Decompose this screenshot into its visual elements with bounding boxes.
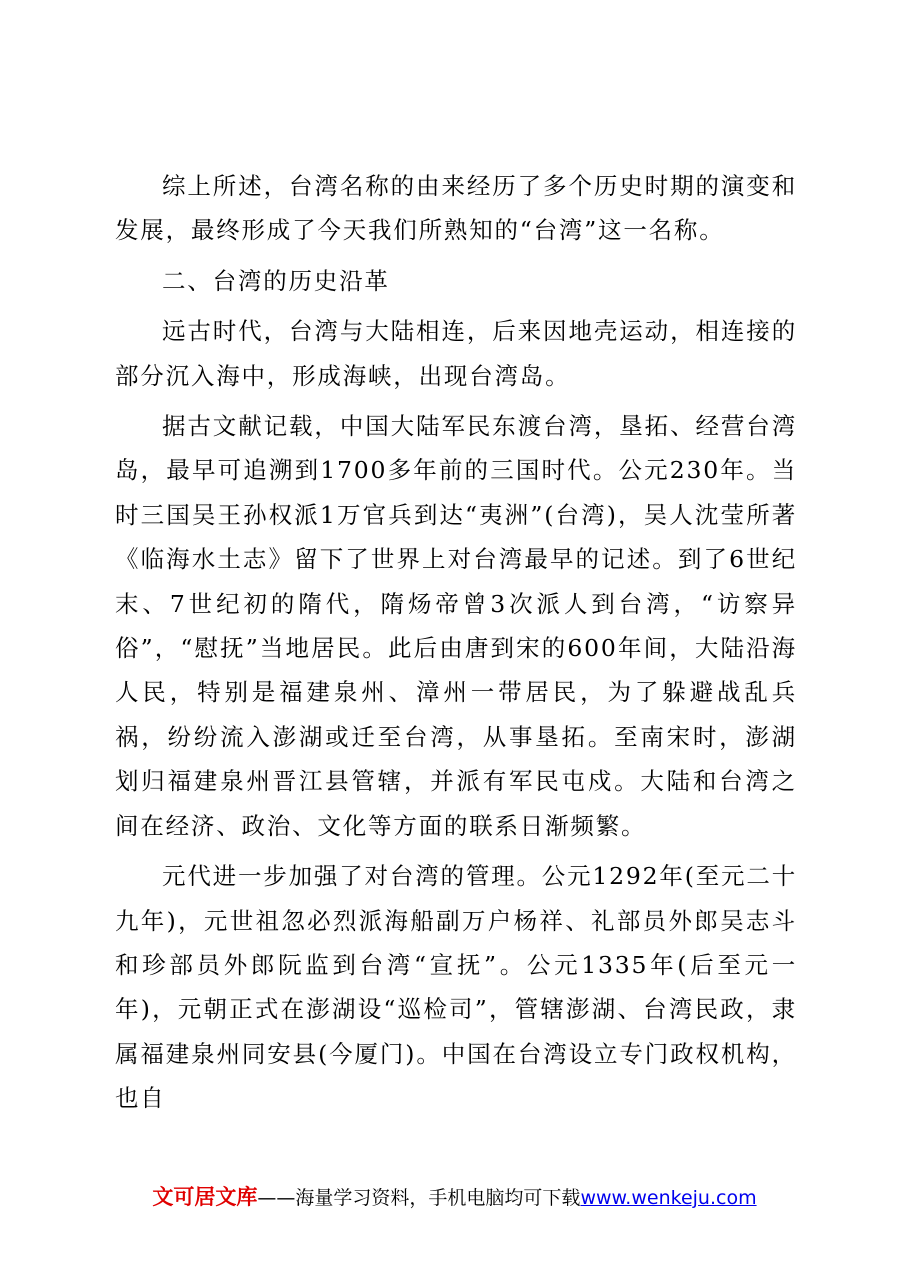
footer-website-link[interactable]: www.wenkeju.com	[580, 1187, 757, 1209]
paragraph-summary: 综上所述，台湾名称的由来经历了多个历史时期的演变和发展，最终形成了今天我们所熟知的“台湾”这一名称。	[115, 172, 797, 245]
paragraph-historical-records: 据古文献记载，中国大陆军民东渡台湾，垦拓、经营台湾岛，最早可追溯到1700多年前的三国时代。公元230年。当时三国吴王孙权派1万官兵到达“夷洲”(台湾)，吴人沈莹所著《临海水土志》留下了世界上对台湾最早的记述。到了6世纪末、7世纪初的隋代，隋炀帝曾3次派人到台湾，“访察异俗”，“慰抚”当地居民。此后由唐到宋的600年间，大陆沿海人民，特别是福建泉州、漳州一带居民，为了躲避战乱兵祸，纷纷流入澎湖或迁至台湾，从事垦拓。至南宋时，澎湖划归福建泉州晋江县管辖，并派有军民屯戍。大陆和台湾之间在经济、政治、文化等方面的联系日渐频繁。	[115, 412, 797, 840]
footer-tagline: ——海量学习资料，手机电脑均可下载	[257, 1187, 581, 1209]
section-heading: 二、台湾的历史沿革	[162, 266, 390, 295]
document-body	[115, 164, 797, 1127]
paragraph-yuan-dynasty: 元代进一步加强了对台湾的管理。公元1292年(至元二十九年)，元世祖忽必烈派海船副万户杨祥、礼部员外郎吴志斗和珍部员外郎阮监到台湾“宣抚”。公元1335年(后至元一年)，元朝正式在澎湖设“巡检司”，管辖澎湖、台湾民政，隶属福建泉州同安县(今厦门)。中国在台湾设立专门政权机构，也自	[115, 862, 797, 1113]
paragraph-ancient-times: 远古时代，台湾与大陆相连，后来因地壳运动，相连接的部分沉入海中，形成海峡，出现台湾岛。	[115, 317, 797, 390]
page-footer	[0, 1180, 909, 1215]
footer-brand: 文可居文库	[152, 1185, 258, 1209]
